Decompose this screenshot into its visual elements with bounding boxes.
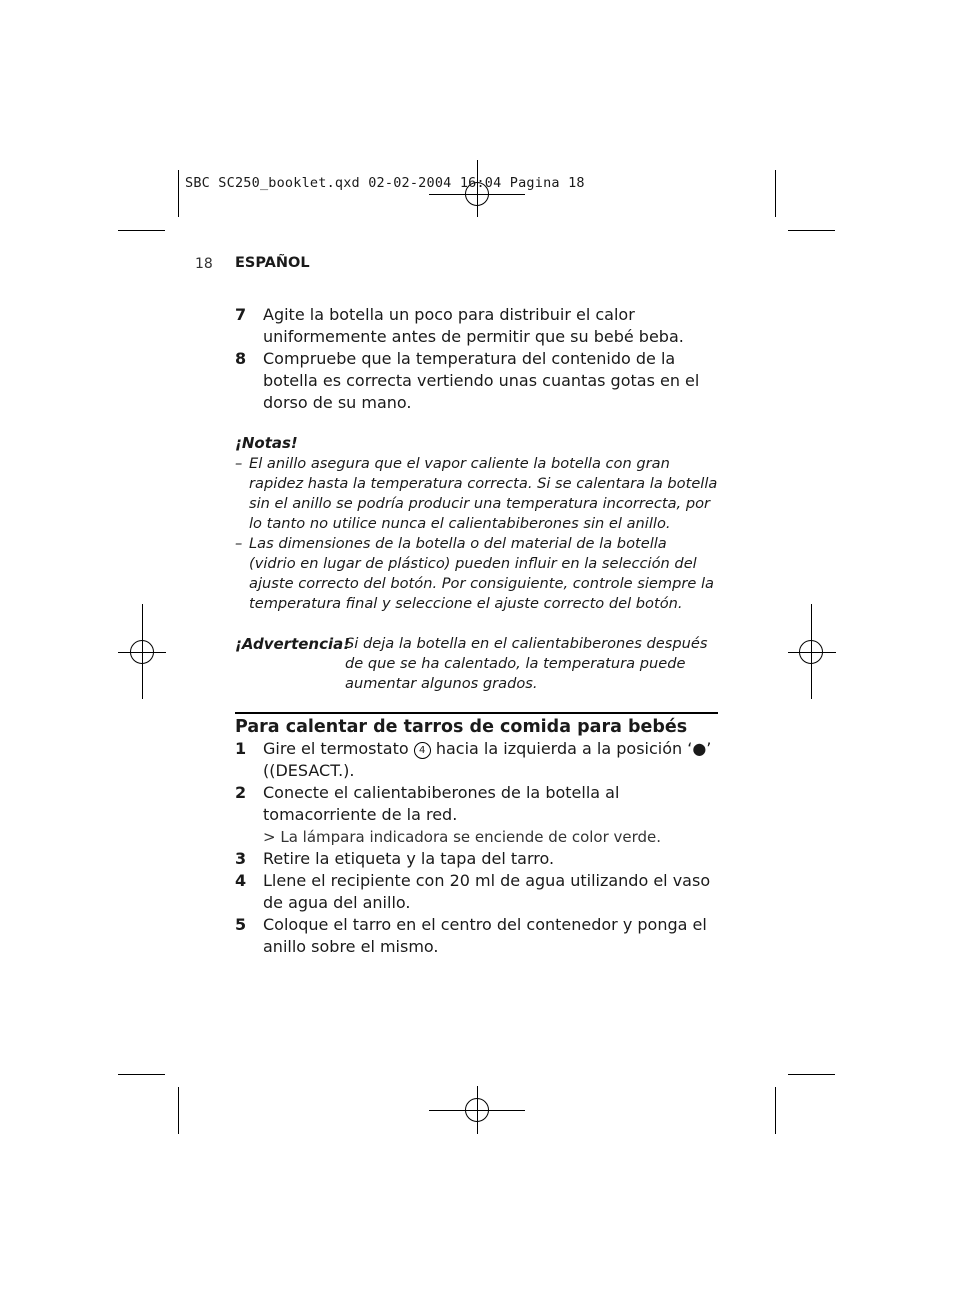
step-number: 2 (235, 783, 247, 802)
crop-mark-br-v (775, 1087, 776, 1134)
step-text: Agite la botella un poco para distribuir el calor uniformemente antes de permitir que su bebé beba. (263, 305, 684, 346)
step-text: Conecte el calientabiberones de la botella al tomacorriente de la red. (263, 783, 620, 824)
step-number: 4 (235, 871, 247, 890)
note-item (235, 454, 718, 534)
page-number: 18 (195, 256, 213, 272)
step-2 (235, 782, 718, 826)
notes-title: ¡Notas! (235, 434, 298, 452)
circled-number-icon: 4 (414, 742, 431, 759)
section-heading: Para calentar de tarros de comida para bebés (235, 712, 718, 738)
section-title: ESPAÑOL (235, 255, 310, 271)
crop-mark-tl-v (178, 170, 179, 217)
page-content (235, 304, 718, 958)
step-8 (235, 348, 718, 414)
step-number: 1 (235, 739, 247, 758)
dash-icon: – (235, 455, 243, 472)
warning-text: Si deja la botella en el calientabiberones después de que se ha calentado, la temperatura puede aumentar algunos grados. (345, 635, 708, 692)
crop-mark-tl-h (118, 230, 165, 231)
crop-mark-tr-h (788, 230, 835, 231)
step-4 (235, 870, 718, 914)
warning-label: ¡Advertencia! (235, 635, 351, 653)
step-7 (235, 304, 718, 348)
step-number: 5 (235, 915, 247, 934)
step-text (263, 738, 718, 782)
step-result: > La lámpara indicadora se enciende de color verde. (263, 828, 662, 846)
crop-mark-bl-h (118, 1074, 165, 1075)
step-text: Llene el recipiente con 20 ml de agua utilizando el vaso de agua del anillo. (263, 871, 711, 912)
note-item (235, 534, 718, 614)
step-text-start: Gire el termostato (263, 739, 409, 758)
crop-mark-br-h (788, 1074, 835, 1075)
step-number: 7 (235, 305, 247, 324)
warning-block (235, 634, 718, 694)
note-text: El anillo asegura que el vapor caliente la botella con gran rapidez hasta la temperatura correcta. Si se calentara la botella sin el anillo se podría producir una temperatura incorrecta, por lo tanto no utilice nunca el calientabiberones sin el anillo. (249, 455, 718, 532)
print-slug: SBC SC250_booklet.qxd 02-02-2004 16:04 Pagina 18 (185, 175, 585, 191)
step-text: Retire la etiqueta y la tapa del tarro. (263, 849, 555, 868)
step-text-end: hacia la izquierda a la posición ‘●’ ((DESACT.). (263, 739, 712, 780)
crop-mark-bl-v (178, 1087, 179, 1134)
step-number: 8 (235, 349, 247, 368)
step-number: 3 (235, 849, 247, 868)
note-text: Las dimensiones de la botella o del material de la botella (vidrio en lugar de plástico) pueden influir en la selección del ajuste correcto del botón. Por consiguiente, controle siempre la temperatura final y seleccione el ajuste correcto del botón. (249, 535, 714, 612)
crop-mark-tr-v (775, 170, 776, 217)
step-5 (235, 914, 718, 958)
step-1 (235, 738, 718, 782)
step-text: Coloque el tarro en el centro del contenedor y ponga el anillo sobre el mismo. (263, 915, 707, 956)
step-text: Compruebe que la temperatura del contenido de la botella es correcta vertiendo unas cuantas gotas en el dorso de su mano. (263, 349, 700, 412)
dash-icon: – (235, 535, 243, 552)
step-3 (235, 848, 718, 870)
